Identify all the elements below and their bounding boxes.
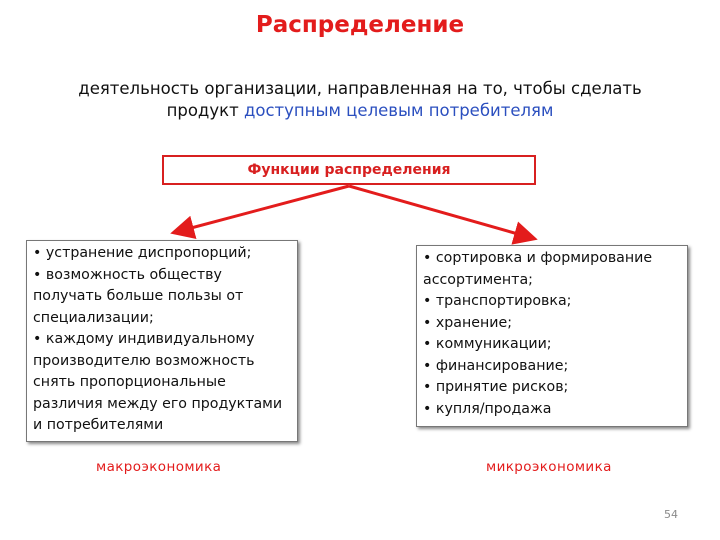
definition-line-2-prefix: продукт — [166, 101, 244, 120]
arrow-left — [176, 186, 349, 232]
micro-functions-box — [416, 245, 688, 427]
list-item: получать больше пользы от — [33, 288, 244, 304]
definition-highlight: доступным целевым потребителям — [243, 101, 554, 120]
micro-caption: микроэкономика — [486, 459, 612, 475]
functions-box: Функции распределения — [162, 155, 536, 185]
list-item: • купля/продажа — [423, 400, 552, 417]
arrow-right — [349, 186, 532, 238]
list-item: специализации; — [33, 309, 154, 326]
list-item: • транспортировка; — [423, 293, 572, 309]
page-number: 54 — [664, 508, 678, 521]
list-item: снять пропорциональные — [33, 374, 226, 390]
list-item: • каждому индивидуальному — [33, 331, 255, 347]
list-item: различия между его продуктами — [33, 395, 283, 412]
list-item: • принятие рисков; — [423, 379, 569, 395]
list-item: и потребителями — [33, 417, 164, 433]
list-item: • сортировка и формирование — [423, 250, 653, 266]
list-item: • устранение диспропорций; — [33, 245, 252, 261]
list-item: • финансирование; — [423, 357, 569, 374]
list-item: • возможность обществу — [33, 266, 222, 283]
page-title: Распределение — [255, 12, 465, 38]
macro-caption: макроэкономика — [96, 459, 222, 475]
list-item: ассортимента; — [423, 271, 533, 288]
list-item: производителю возможность — [33, 352, 255, 369]
macro-functions-box — [26, 240, 298, 442]
list-item: • хранение; — [423, 314, 512, 331]
definition-line-1: деятельность организации, направленная на то, чтобы сделать — [78, 79, 642, 98]
list-item: • коммуникации; — [423, 336, 552, 352]
